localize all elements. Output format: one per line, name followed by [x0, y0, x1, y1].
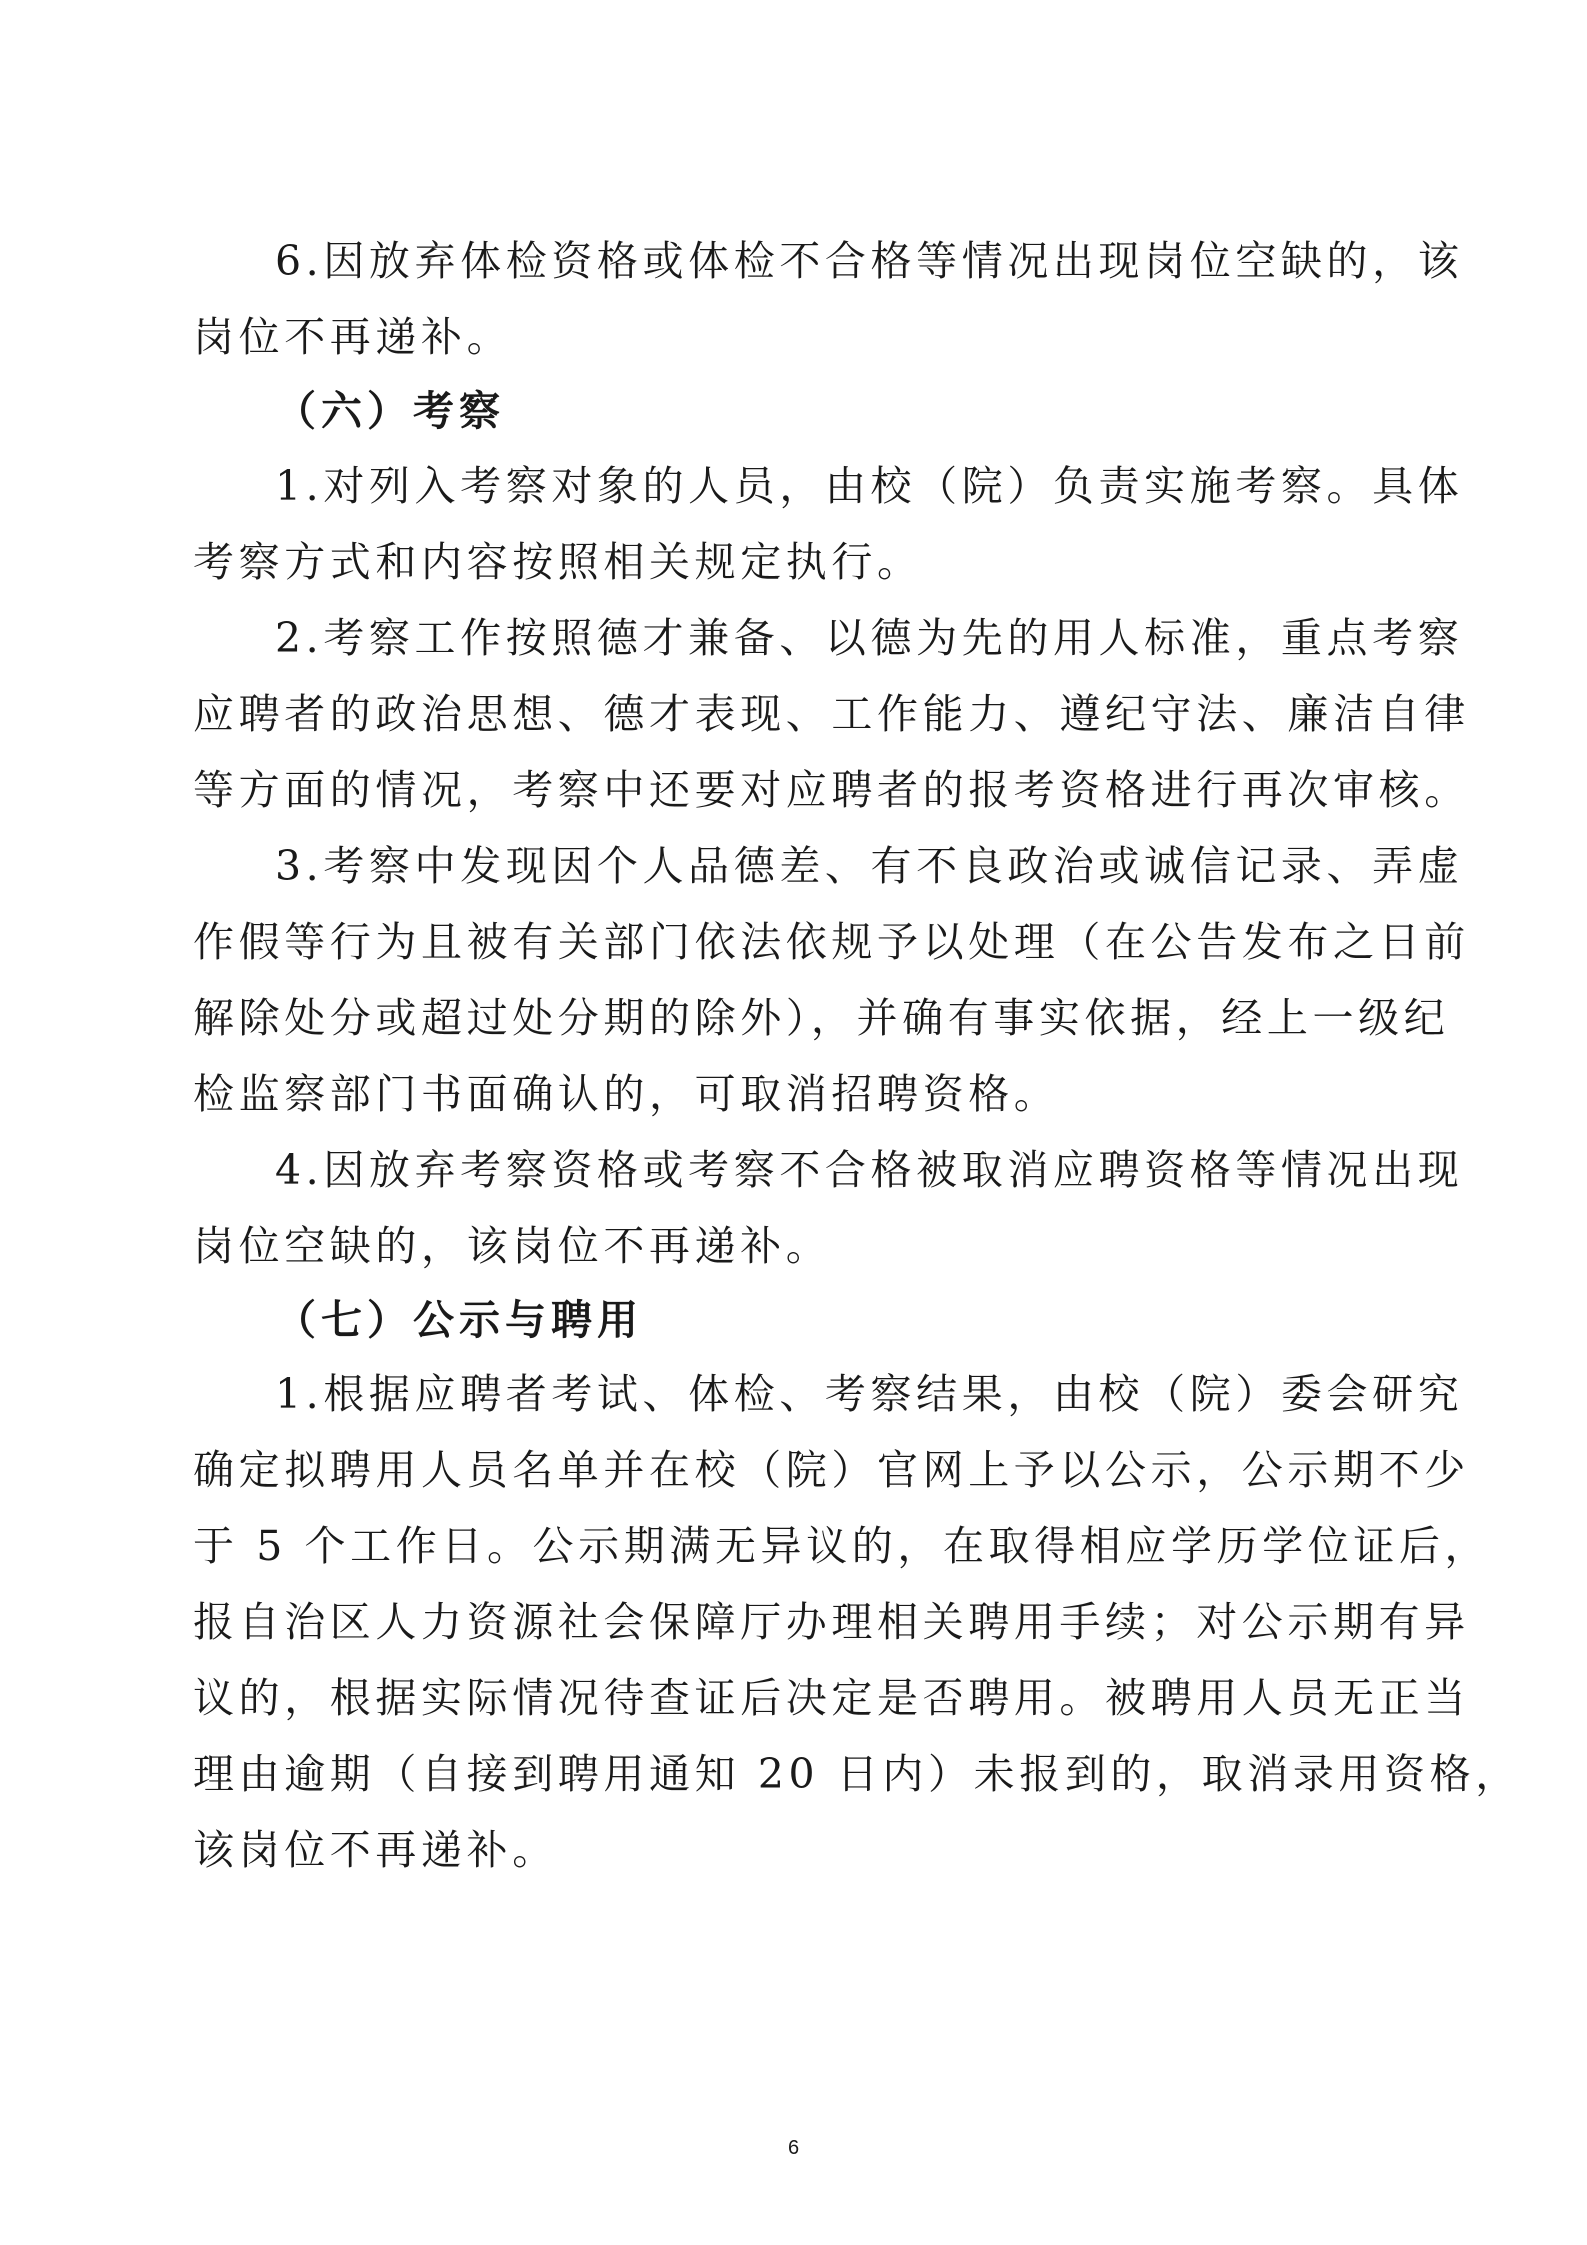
paragraph-line: 岗位空缺的，该岗位不再递补。	[193, 1222, 832, 1270]
paragraph-line: 考察方式和内容按照相关规定执行。	[193, 538, 923, 586]
paragraph-line: 解除处分或超过处分期的除外），并确有事实依据，经上一级纪	[193, 994, 1450, 1042]
paragraph-line: 于 5 个工作日。公示期满无异议的，在取得相应学历学位证后，	[193, 1522, 1491, 1570]
paragraph-line: 报自治区人力资源社会保障厅办理相关聘用手续；对公示期有异	[193, 1598, 1470, 1646]
paragraph-line: 岗位不再递补。	[193, 313, 513, 361]
paragraph-line: 4.因放弃考察资格或考察不合格被取消应聘资格等情况出现	[275, 1146, 1464, 1194]
paragraph-line: 检监察部门书面确认的，可取消招聘资格。	[193, 1070, 1060, 1118]
paragraph-line: 该岗位不再递补。	[193, 1826, 558, 1874]
section-heading-inspection: （六）考察	[275, 387, 505, 435]
paragraph-line: 议的，根据实际情况待查证后决定是否聘用。被聘用人员无正当	[193, 1674, 1470, 1722]
paragraph-line: 1.对列入考察对象的人员，由校（院）负责实施考察。具体	[275, 462, 1464, 510]
paragraph-line: 1.根据应聘者考试、体检、考察结果，由校（院）委会研究	[275, 1370, 1464, 1418]
paragraph-line: 作假等行为且被有关部门依法依规予以处理（在公告发布之日前	[193, 918, 1470, 966]
paragraph-line: 理由逾期（自接到聘用通知 20 日内）未报到的，取消录用资格，	[193, 1750, 1521, 1798]
paragraph-line: 应聘者的政治思想、德才表现、工作能力、遵纪守法、廉洁自律	[193, 690, 1470, 738]
paragraph-line: 6.因放弃体检资格或体检不合格等情况出现岗位空缺的，该	[275, 237, 1464, 285]
paragraph-line: 2.考察工作按照德才兼备、以德为先的用人标准，重点考察	[275, 614, 1464, 662]
paragraph-line: 3.考察中发现因个人品德差、有不良政治或诚信记录、弄虚	[275, 842, 1464, 890]
paragraph-line: 等方面的情况，考察中还要对应聘者的报考资格进行再次审核。	[193, 766, 1470, 814]
section-heading-publicity: （七）公示与聘用	[275, 1296, 643, 1344]
paragraph-line: 确定拟聘用人员名单并在校（院）官网上予以公示，公示期不少	[193, 1446, 1470, 1494]
page-number: 6	[787, 2137, 800, 2159]
